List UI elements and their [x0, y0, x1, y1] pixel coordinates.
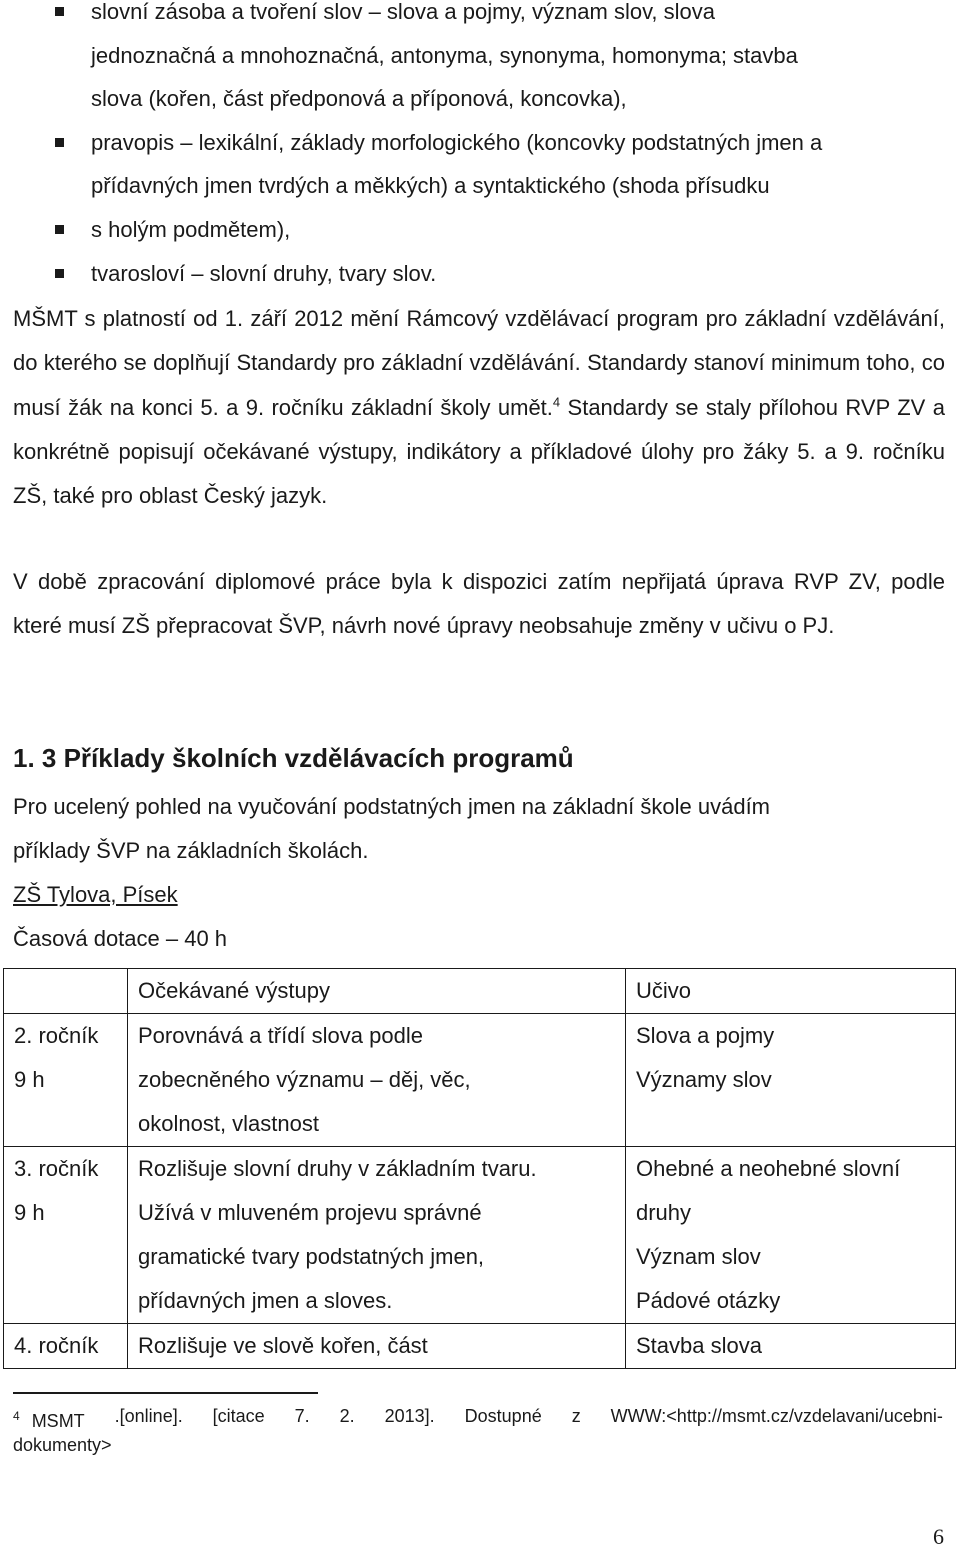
grade-cell: 3. ročník 9 h — [4, 1147, 128, 1324]
intro-line: Pro ucelený pohled na vyučování podstatných jmen na základní škole uvádím — [13, 794, 771, 819]
table-header-row — [4, 969, 956, 1014]
table-header-cell — [4, 969, 128, 1014]
footnote-line: $^4$ MSMT .[online]. [citace 7. 2. 2013]. Dostupné z WWW:<http://msmt.cz/vzdelavani/ucebni- — [13, 1406, 943, 1431]
table-header-cell: Očekávané výstupy — [128, 969, 626, 1014]
school-name: ZŠ Tylova, Písek — [13, 882, 178, 907]
curriculum-table — [3, 968, 956, 1369]
bullet-list — [55, 0, 955, 295]
square-bullet-icon — [55, 138, 64, 147]
bullet-item: s holým podmětem), — [55, 208, 955, 252]
body-paragraph: MŠMT s platností od 1. září 2012 mění Rámcový vzdělávací program pro základní vzdělávání, do kterého se doplňují Standardy pro základní vzdělávání. Standardy stanoví minimum toho, co musí žák na konci 5. a 9. ročníku základní školy umět.$^4$ Standardy se staly přílohou RVP ZV a konkrétně popisují očekávané výstupy, indikátory a příkladové úlohy pro žáky 5. a 9. ročníku ZŠ, také pro oblast Český jazyk. — [13, 306, 945, 509]
outputs-cell: Rozlišuje slovní druhy v základním tvaru. Užívá v mluveném projevu správné gramatické tvary podstatných jmen, přídavných jmen a sloves. — [128, 1147, 626, 1324]
square-bullet-icon — [55, 269, 64, 278]
body-paragraph: V době zpracování diplomové práce byla k dispozici zatím nepřijatá úprava RVP ZV, podle které musí ZŠ přepracovat ŠVP, návrh nové úpravy neobsahuje změny v učivu o PJ. — [13, 569, 945, 639]
bullet-item: tvarosloví – slovní druhy, tvary slov. — [55, 252, 955, 296]
footnote-number: 4 — [13, 1409, 20, 1423]
page-number: 6 — [933, 1524, 944, 1549]
table-row — [4, 1324, 956, 1369]
outputs-cell: Porovnává a třídí slova podle zobecněného významu – děj, věc, okolnost, vlastnost — [128, 1014, 626, 1147]
intro-line: příklady ŠVP na základních školách. — [13, 838, 369, 863]
square-bullet-icon — [55, 225, 64, 234]
content-cell: Ohebné a neohebné slovní druhy Význam slov Pádové otázky — [626, 1147, 956, 1324]
content-cell: Slova a pojmy Významy slov — [626, 1014, 956, 1147]
footnote — [13, 1404, 943, 1457]
table-row — [4, 1014, 956, 1147]
grade-cell: 4. ročník — [4, 1324, 128, 1369]
table-row — [4, 1147, 956, 1324]
outputs-cell: Rozlišuje ve slově kořen, část — [128, 1324, 626, 1369]
footnote-line: dokumenty> — [13, 1435, 112, 1455]
grade-cell: 2. ročník 9 h — [4, 1014, 128, 1147]
content-cell: Stavba slova — [626, 1324, 956, 1369]
footnote-divider — [13, 1392, 318, 1394]
table-header-cell: Učivo — [626, 969, 956, 1014]
bullet-item: slovní zásoba a tvoření slov – slova a pojmy, význam slov, slova jednoznačná a mnohoznačná, antonyma, synonyma, homonyma; stavba slova (kořen, část předponová a příponová, koncovka), — [55, 0, 955, 121]
bullet-item: pravopis – lexikální, základy morfologického (koncovky podstatných jmen a přídavných jmen tvrdých a měkkých) a syntaktického (shoda přísudku — [55, 121, 955, 208]
footnote-reference: 4 — [552, 394, 561, 410]
square-bullet-icon — [55, 7, 64, 16]
time-allocation: Časová dotace – 40 h — [13, 926, 228, 951]
section-heading: 1. 3 Příklady školních vzdělávacích programů — [13, 743, 574, 773]
